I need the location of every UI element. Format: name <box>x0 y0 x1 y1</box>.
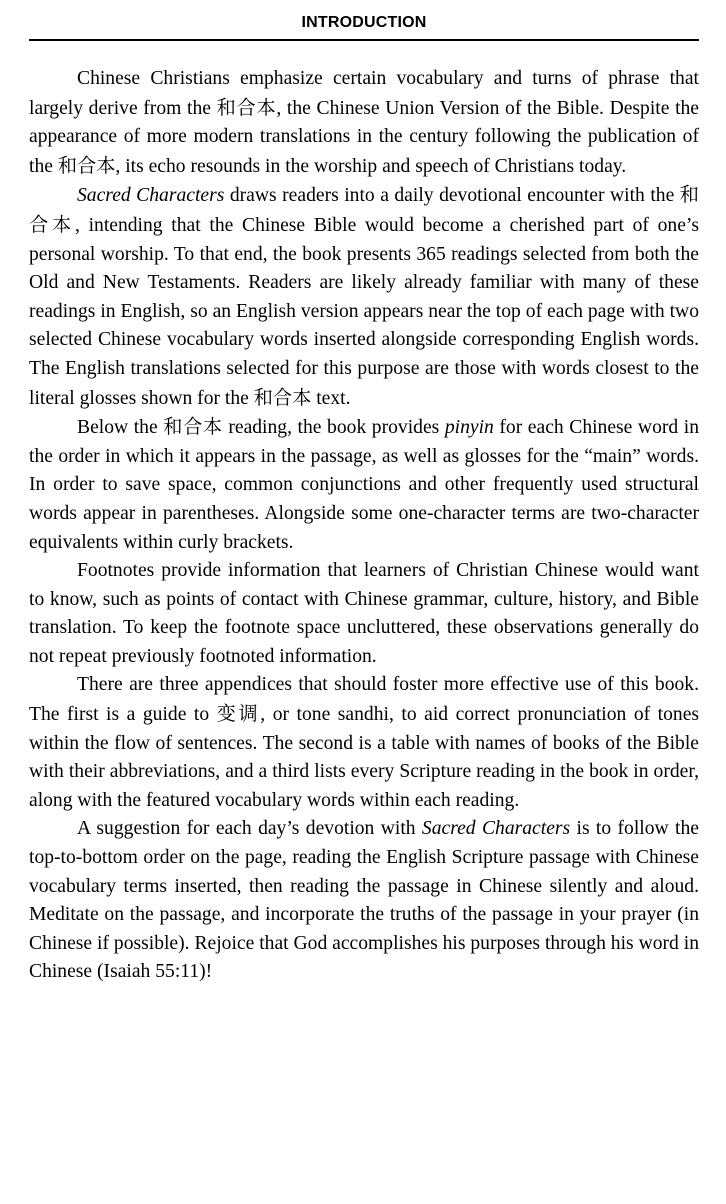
body-paragraph <box>29 413 699 557</box>
body-paragraph <box>29 65 699 181</box>
italic-title-run: Sacred Characters <box>421 818 571 840</box>
text-run: is to follow the top-to-bottom order on the page, reading the English Scripture passage with Chinese vocabulary terms inserted, then reading the passage in Chinese silently and aloud. Meditate on the passage, and incorporate the truths of the passage in your prayer (in Chinese if possible). Rejoice that God accomplishes his purposes through his word in Chinese (Isaiah 55:11)! <box>29 818 699 983</box>
text-run: , intending that the Chinese Bible would become a cherished part of one’s personal worship. To that end, the book presents 365 readings selected from both the Old and New Testaments. Readers are likely already familiar with many of these readings in English, so an English version appears near the top of each page with two selected Chinese vocabulary words inserted alongside corresponding English words. The English translations selected for this purpose are those with words closest to the literal glosses shown for the <box>29 214 699 409</box>
chinese-term-run: 变调 <box>216 702 261 726</box>
text-run: , the Chinese Union Version of the Bible. Despite the appearance of more modern translations in the century following the publication of the <box>29 97 700 177</box>
italic-title-run: pinyin <box>444 417 494 439</box>
body-paragraph <box>29 671 699 815</box>
chinese-term-run: 和合本 <box>253 385 312 409</box>
chinese-term-run: 和合本 <box>29 183 699 236</box>
body-paragraph <box>29 815 699 987</box>
text-run: There are three appendices that should foster more effective use of this book. The first is a guide to <box>29 674 699 726</box>
text-run: reading, the book provides <box>222 417 445 439</box>
chinese-term-run: 和合本 <box>57 153 116 177</box>
body-paragraph <box>29 557 699 671</box>
text-run: Chinese Christians emphasize certain vocabulary and turns of phrase that largely derive from the <box>29 68 699 119</box>
text-run: Below the <box>77 417 164 439</box>
text-run: Footnotes provide information that learners of Christian Chinese would want to know, such as points of contact with Chinese grammar, culture, history, and Bible translation. To keep the footnote space uncluttered, these observations generally do not repeat previously footnoted information. <box>29 560 699 667</box>
text-run: A suggestion for each day’s devotion with <box>77 818 422 840</box>
header-rule-divider <box>29 39 699 41</box>
text-run: draws readers into a daily devotional encounter with the <box>224 185 680 207</box>
text-run: , or tone sandhi, to aid correct pronunciation of tones within the flow of sentences. The second is a table with names of books of the Bible with their abbreviations, and a third lists every Scripture reading in the book in order, along with the featured vocabulary words within each reading. <box>29 704 700 811</box>
running-head: INTRODUCTION <box>301 14 427 31</box>
text-run: for each Chinese word in the order in which it appears in the passage, as well as glosses for the “main” words. In order to save space, common conjunctions and other frequently used structural words appear in parentheses. Alongside some one-character terms are two-character equivalents within curly brackets. <box>29 417 700 553</box>
italic-title-run: Sacred Characters <box>77 185 225 207</box>
body-text-column <box>29 65 699 987</box>
body-paragraph <box>29 181 699 413</box>
chinese-term-run: 和合本 <box>163 415 223 439</box>
chinese-term-run: 和合本 <box>216 95 277 119</box>
text-run: , its echo resounds in the worship and speech of Christians today. <box>115 155 627 177</box>
text-run: text. <box>311 387 351 409</box>
